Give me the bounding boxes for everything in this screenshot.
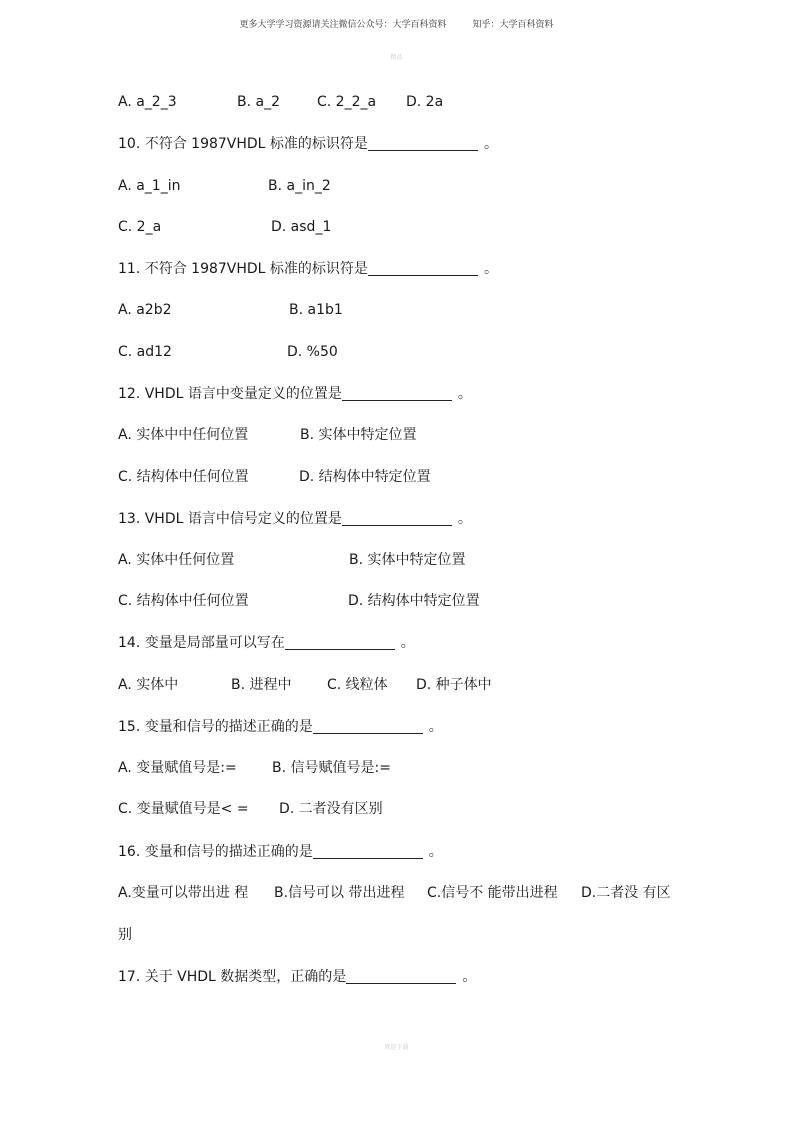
- q14-option-c: C. 线粒体: [327, 677, 388, 693]
- q11-stem: [118, 260, 753, 278]
- header-right-text: 知乎：大学百科资料: [472, 20, 554, 30]
- q10-option-d: D. asd_1: [271, 219, 332, 235]
- q9-option-c: C. 2_2_a: [317, 94, 377, 110]
- header-left-text: 更多大学学习资源请关注微信公众号：大学百科资料: [239, 20, 447, 30]
- q13-option-a: A. 实体中任何位置: [118, 552, 235, 568]
- q13-stem-text: 13. VHDL 语言中信号定义的位置是: [118, 511, 342, 527]
- bottom-watermark: 欢迎下载: [384, 1044, 409, 1051]
- q13-stem: [118, 510, 753, 528]
- q13-option-d: D. 结构体中特定位置: [348, 593, 480, 609]
- answer-blank: [342, 386, 452, 401]
- answer-blank: [368, 136, 478, 151]
- q12-option-c: C. 结构体中任何位置: [118, 469, 249, 485]
- q9-option-d: D. 2a: [406, 94, 444, 110]
- q14-option-d: D. 种子体中: [416, 677, 492, 693]
- q17-stem: [118, 968, 753, 986]
- q11-option-b: B. a1b1: [289, 302, 343, 318]
- answer-blank: [346, 969, 456, 984]
- q15-option-b: B. 信号赋值号是:=: [272, 760, 391, 776]
- q11-period: 。: [483, 261, 498, 277]
- q12-option-a: A. 实体中中任何位置: [118, 427, 249, 443]
- answer-blank: [313, 844, 423, 859]
- q11-option-a: A. a2b2: [118, 302, 172, 318]
- q16-stem-text: 16. 变量和信号的描述正确的是: [118, 844, 313, 860]
- q16-period: 。: [428, 844, 443, 860]
- q15-option-c: C. 变量赋值号是< =: [118, 801, 249, 817]
- q14-period: 。: [400, 635, 415, 651]
- q11-option-d: D. %50: [287, 344, 338, 360]
- q15-option-a: A. 变量赋值号是:=: [118, 760, 237, 776]
- q14-option-a: A. 实体中: [118, 677, 179, 693]
- q15-option-d: D. 二者没有区别: [279, 801, 383, 817]
- q14-option-b: B. 进程中: [231, 677, 292, 693]
- q9-option-b: B. a_2: [237, 94, 280, 110]
- q9-option-a: A. a_2_3: [118, 94, 177, 110]
- q15-period: 。: [428, 719, 443, 735]
- q10-option-a: A. a_1_in: [118, 178, 181, 194]
- q12-option-d: D. 结构体中特定位置: [299, 469, 431, 485]
- answer-blank: [313, 719, 423, 734]
- q16-option-d: D.二者没 有区: [581, 885, 671, 901]
- q13-period: 。: [457, 511, 472, 527]
- q12-stem-text: 12. VHDL 语言中变量定义的位置是: [118, 386, 342, 402]
- q14-stem: [118, 634, 753, 652]
- q12-option-b: B. 实体中特定位置: [300, 427, 417, 443]
- answer-blank: [285, 635, 395, 650]
- q11-stem-text: 11. 不符合 1987VHDL 标准的标识符是: [118, 261, 368, 277]
- q16-stem: [118, 843, 753, 861]
- q16-wrap-line: [118, 926, 753, 944]
- q17-period: 。: [462, 969, 477, 985]
- page-header: [0, 17, 793, 30]
- q10-stem: [118, 135, 753, 153]
- q10-option-b: B. a_in_2: [268, 178, 331, 194]
- q12-stem: [118, 385, 753, 403]
- answer-blank: [368, 261, 478, 276]
- q12-period: 。: [457, 386, 472, 402]
- q16-wrap-text: 别: [118, 927, 132, 943]
- q10-period: 。: [483, 136, 498, 152]
- q16-option-a: A.变量可以带出进 程: [118, 885, 249, 901]
- q11-option-c: C. ad12: [118, 344, 172, 360]
- top-watermark: 精品: [390, 54, 403, 61]
- q10-option-c: C. 2_a: [118, 219, 162, 235]
- q16-option-c: C.信号不 能带出进程: [427, 885, 558, 901]
- q17-stem-text: 17. 关于 VHDL 数据类型，正确的是: [118, 969, 347, 985]
- q13-option-b: B. 实体中特定位置: [349, 552, 466, 568]
- answer-blank: [342, 511, 452, 526]
- q16-option-b: B.信号可以 带出进程: [274, 885, 405, 901]
- q10-stem-text: 10. 不符合 1987VHDL 标准的标识符是: [118, 136, 368, 152]
- q15-stem: [118, 718, 753, 736]
- q13-option-c: C. 结构体中任何位置: [118, 593, 249, 609]
- q15-stem-text: 15. 变量和信号的描述正确的是: [118, 719, 313, 735]
- q14-stem-text: 14. 变量是局部量可以写在: [118, 635, 285, 651]
